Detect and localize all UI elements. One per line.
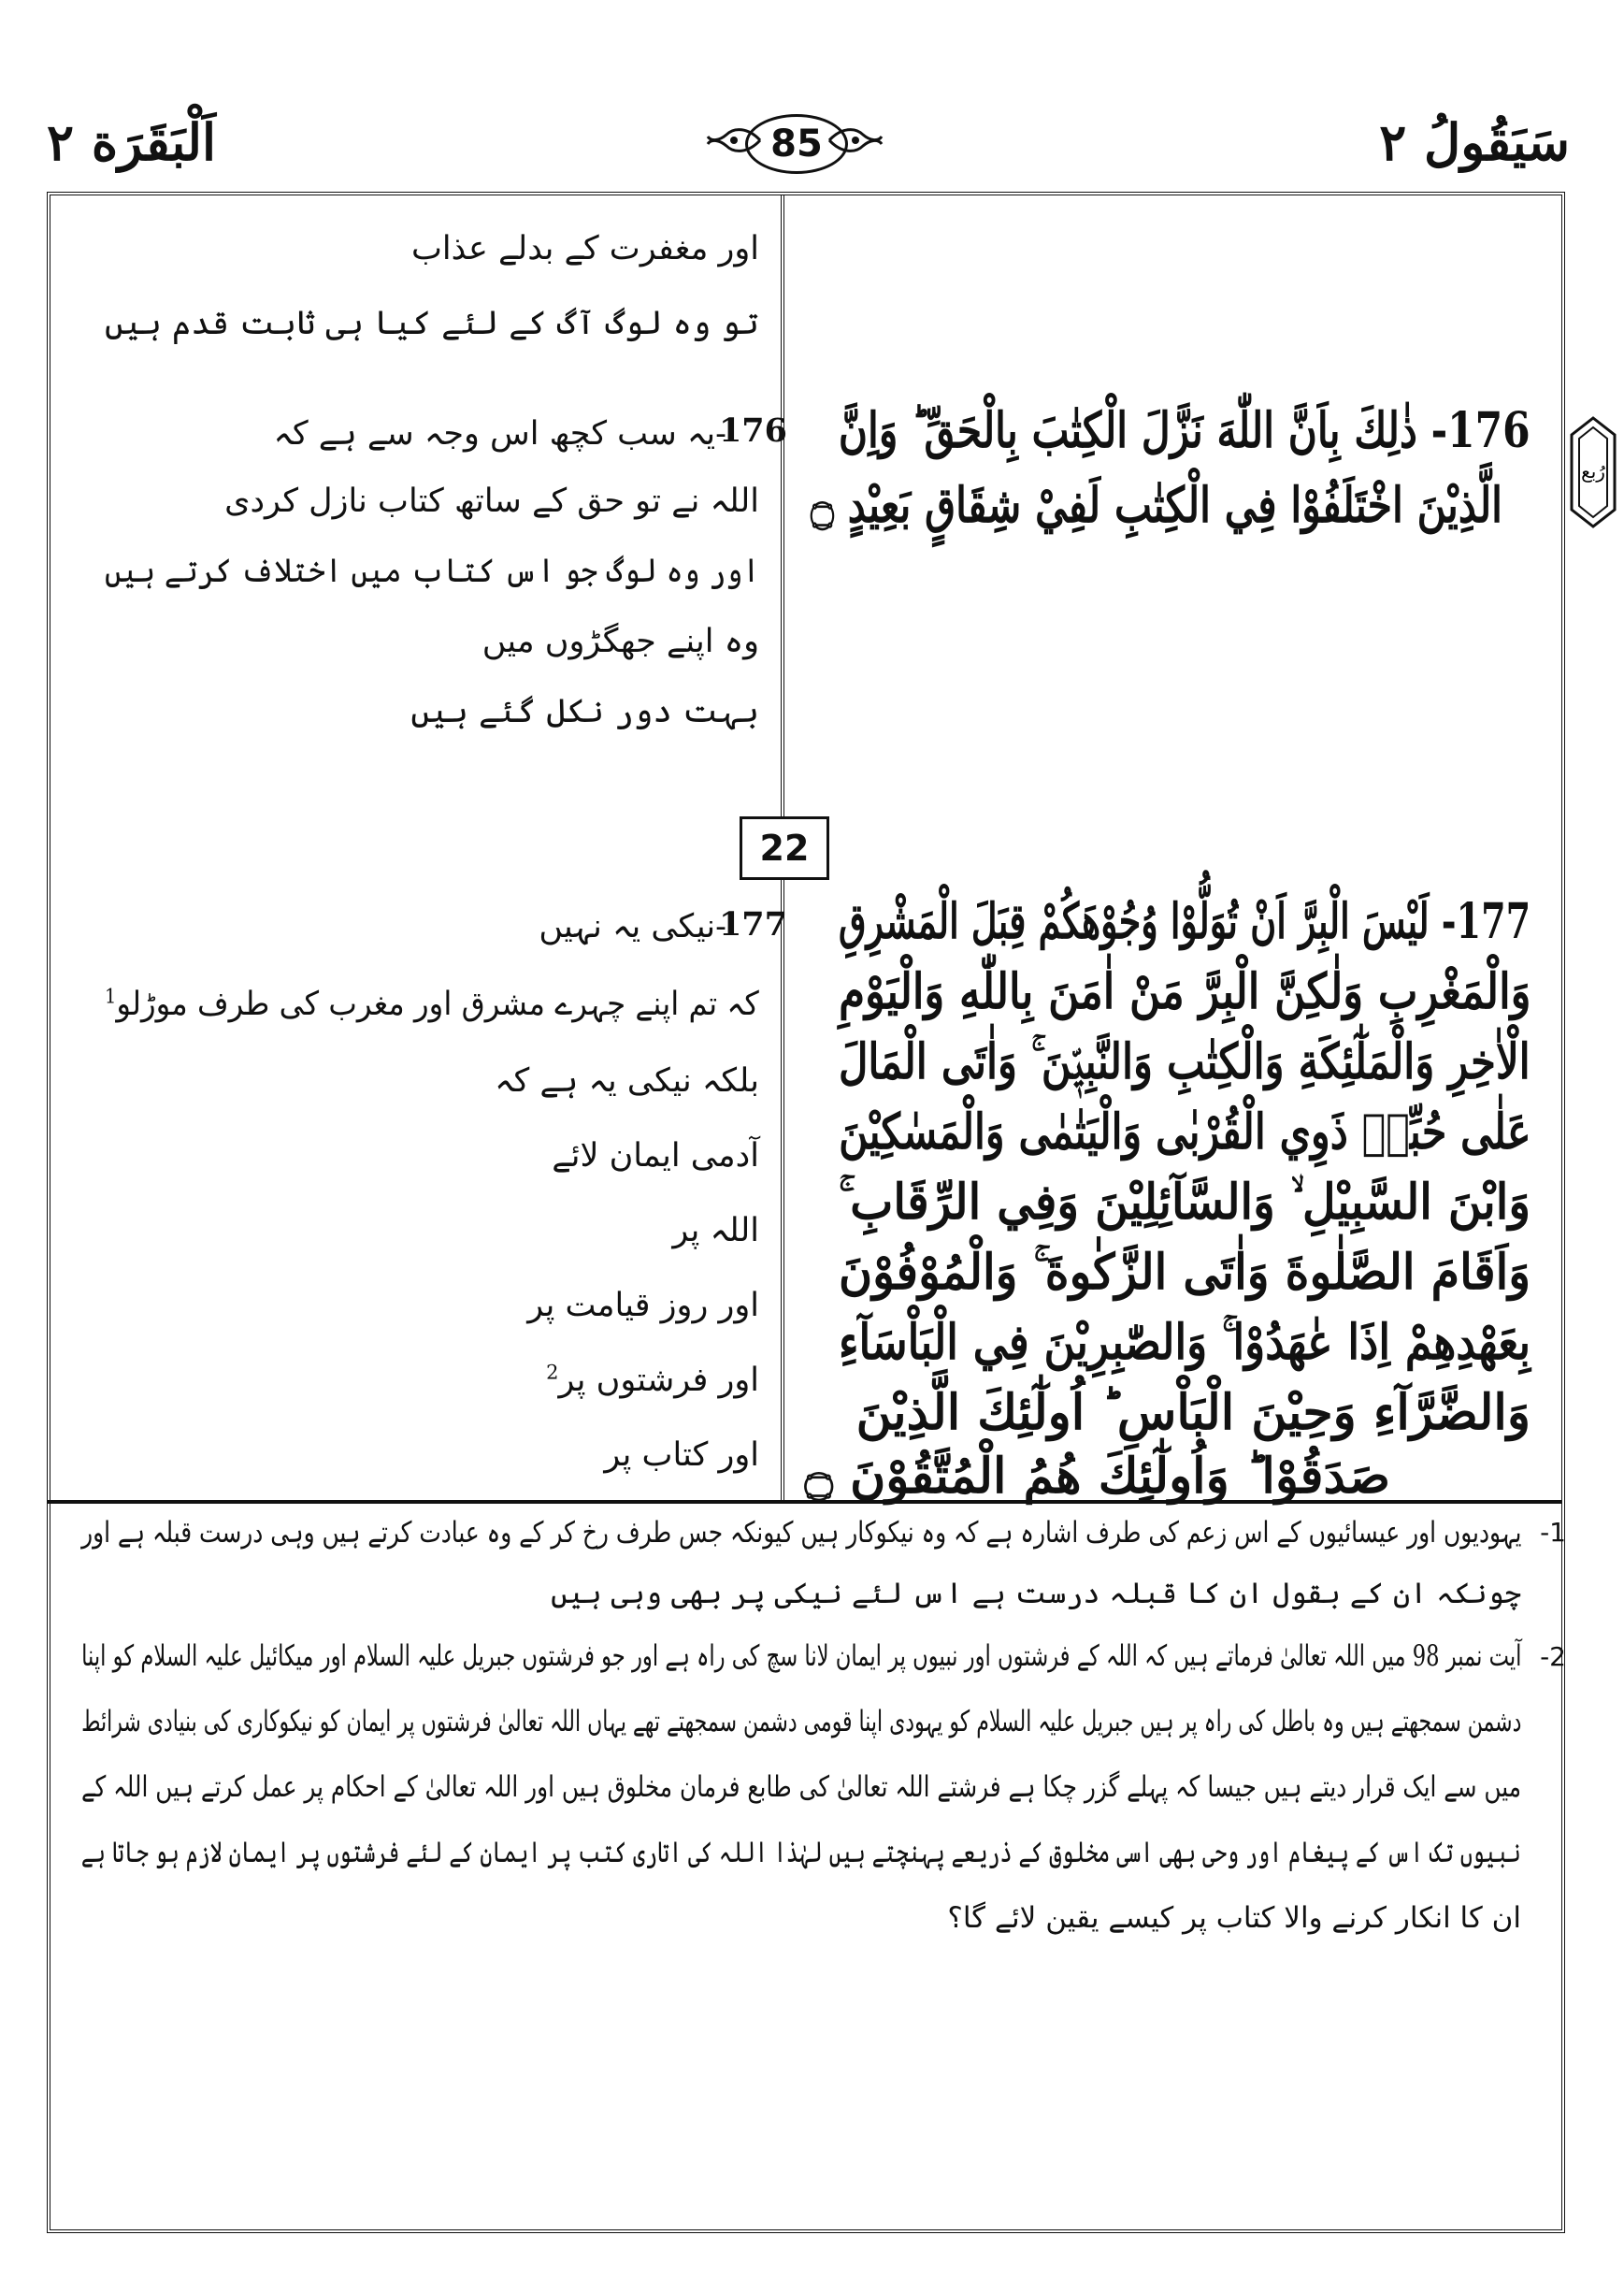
page-number: 85 [745,114,848,174]
urdu-continuation-2: تو وہ لوگ آگ کے لئے کیا ہی ثابت قدم ہیں [105,305,759,342]
urdu-continuation-1: اور مغفرت کے بدلے عذاب [410,230,759,267]
side-marker-label: رُبع [1581,460,1605,483]
urdu-verse-number-176: 176 [718,411,787,450]
urdu-176-line-3: اور وہ لوگ جو اس کتاب میں اختلاف کرتے ہیں [104,553,759,590]
footnote-1-line-2: چونکہ ان کے بقول ان کا قبلہ درست ہے اس لئے نیکی پر بھی وہی ہیں [551,1577,1521,1610]
urdu-177-line-2: کہ تم اپنے چہرے مشرق اور مغرب کی طرف موڑلو$^1$ [105,985,759,1023]
arabic-176-line-1: 176- ذٰلِكَ بِاَنَّ اللّٰهَ نَزَّلَ الْكِتٰبَ بِالْحَقِّ ؕ وَاِنَّ [839,402,1531,459]
arabic-177-line-8: وَالضَّرَّآءِ وَحِيْنَ الْبَاْسِ ؕ اُولٰٓئِكَ الَّذِيْنَ [855,1384,1531,1441]
arabic-177-line-9: صَدَقُوْا ؕ وَاُولٰٓئِكَ هُمُ الْمُتَّقُوْنَ ۝ [804,1448,1390,1505]
urdu-verse-number-177: 177 [718,905,787,944]
footnote-2-line-4: نبیوں تک اس کے پیغام اور وحی بھی اسی مخلوق کے ذریعے پہنچتے ہیں لہٰذا اللہ کی اتاری کتب پر ایمان کے لئے فرشتوں پر ایمان لازم ہو جاتا ہے [81,1836,1521,1869]
right-flourish-icon [827,122,884,159]
urdu-177-line-8: اور کتاب پر [604,1436,759,1474]
urdu-176-line-2: اللہ نے تو حق کے ساتھ کتاب نازل کردی [224,483,759,520]
arabic-177-line-4: عَلٰى حُبِّهٖ ذَوِي الْقُرْبٰى وَالْيَتٰمٰى وَالْمَسٰكِيْنَ [838,1103,1531,1161]
surah-title: اَلْبَقَرَة ٢ [47,112,216,172]
footnote-number-2: -2 [1540,1641,1566,1672]
urdu-177-line-6: اور روز قیامت پر [527,1287,759,1324]
page-number-ornament [706,110,884,176]
footnote-2-line-1: آیت نمبر 98 میں اللہ تعالیٰ فرماتے ہیں کہ اللہ کے فرشتوں اور نبیوں پر ایمان لانا سچ کی راہ ہے اور جو فرشتوں جبریل علیہ السلام اور میکائیل علیہ السلام کو اپنا [80,1639,1521,1673]
rub-marker-icon [1566,416,1620,528]
arabic-177-line-1: 177- لَيْسَ الْبِرَّ اَنْ تُوَلُّوْا وُجُوْهَكُمْ قِبَلَ الْمَشْرِقِ [838,893,1531,950]
urdu-177-line-7: اور فرشتوں پر$^2$ [546,1361,759,1399]
urdu-177-line-5: اللہ پر [672,1212,759,1249]
footnote-2-line-5: ان کا انکار کرنے والا کتاب پر کیسے یقین لائے گا؟ [947,1901,1521,1935]
arabic-177-line-7: بِعَهْدِهِمْ اِذَا عٰهَدُوْا ۚ وَالصّٰبِرِيْنَ فِي الْبَاْسَآءِ [838,1314,1531,1371]
urdu-176-line-4: وہ اپنے جھگڑوں میں [481,623,759,660]
arabic-177-line-3: الْاٰخِرِ وَالْمَلٰٓئِكَةِ وَالْكِتٰبِ وَالنَّبِيّٖنَ ۚ وَاٰتَى الْمَالَ [839,1033,1531,1090]
footnote-2-line-2: دشمن سمجھتے ہیں وہ باطل کی راہ پر ہیں جبریل علیہ السلام کو یہودی اپنا قومی دشمن سمجھتے تھے یہاں اللہ تعالیٰ فرشتوں پر ایمان کو نیکوکاری کی بنیادی شرائط [80,1705,1521,1738]
footnote-2-line-3: میں سے ایک قرار دیتے ہیں جیسا کہ پہلے گزر چکا ہے فرشتے اللہ تعالیٰ کی طابع فرمان مخلوق ہیں اور اللہ تعالیٰ کے احکام پر عمل کرتے ہیں اللہ کے [81,1770,1521,1804]
ruku-number: 22 [740,816,829,880]
urdu-176-line-1: -یہ سب کچھ اس وجہ سے ہے کہ [273,415,726,453]
footnote-ref-2: 2 [546,1361,559,1384]
arabic-177-line-2: وَالْمَغْرِبِ وَلٰكِنَّ الْبِرَّ مَنْ اٰمَنَ بِاللّٰهِ وَالْيَوْمِ [838,963,1531,1020]
juz-title: سَيَقُولُ ٢ [1379,112,1570,172]
urdu-177-line-1: -نیکی یہ نہیں [539,908,726,945]
footnote-1-line-1: یہودیوں اور عیسائیوں کے اس زعم کی طرف اشارہ ہے کہ وہ نیکوکار ہیں کیونکہ جس طرف رخ کر کے وہ عبادت کرتے ہیں وہی درست قبلہ ہے اور [80,1516,1521,1550]
arabic-176-line-2: الَّذِيْنَ اخْتَلَفُوْا فِي الْكِتٰبِ لَفِيْ شِقَاقٍ بَعِيْدٍ ۝ [810,477,1502,534]
urdu-176-line-5: بہت دور نکل گئے ہیں [410,693,759,730]
arabic-177-line-5: وَابْنَ السَّبِيْلِ ۙ وَالسَّآئِلِيْنَ وَفِي الرِّقَابِ ۚ [838,1174,1531,1231]
urdu-177-line-4: آدمی ایمان لائے [552,1137,759,1175]
arabic-177-line-6: وَاَقَامَ الصَّلٰوةَ وَاٰتَى الزَّكٰوةَ ۚ وَالْمُوْفُوْنَ [838,1244,1531,1301]
footnote-ref-1: 1 [105,985,117,1008]
footnote-number-1: -1 [1540,1517,1566,1548]
urdu-177-line-3: بلکہ نیکی یہ ہے کہ [495,1062,759,1100]
